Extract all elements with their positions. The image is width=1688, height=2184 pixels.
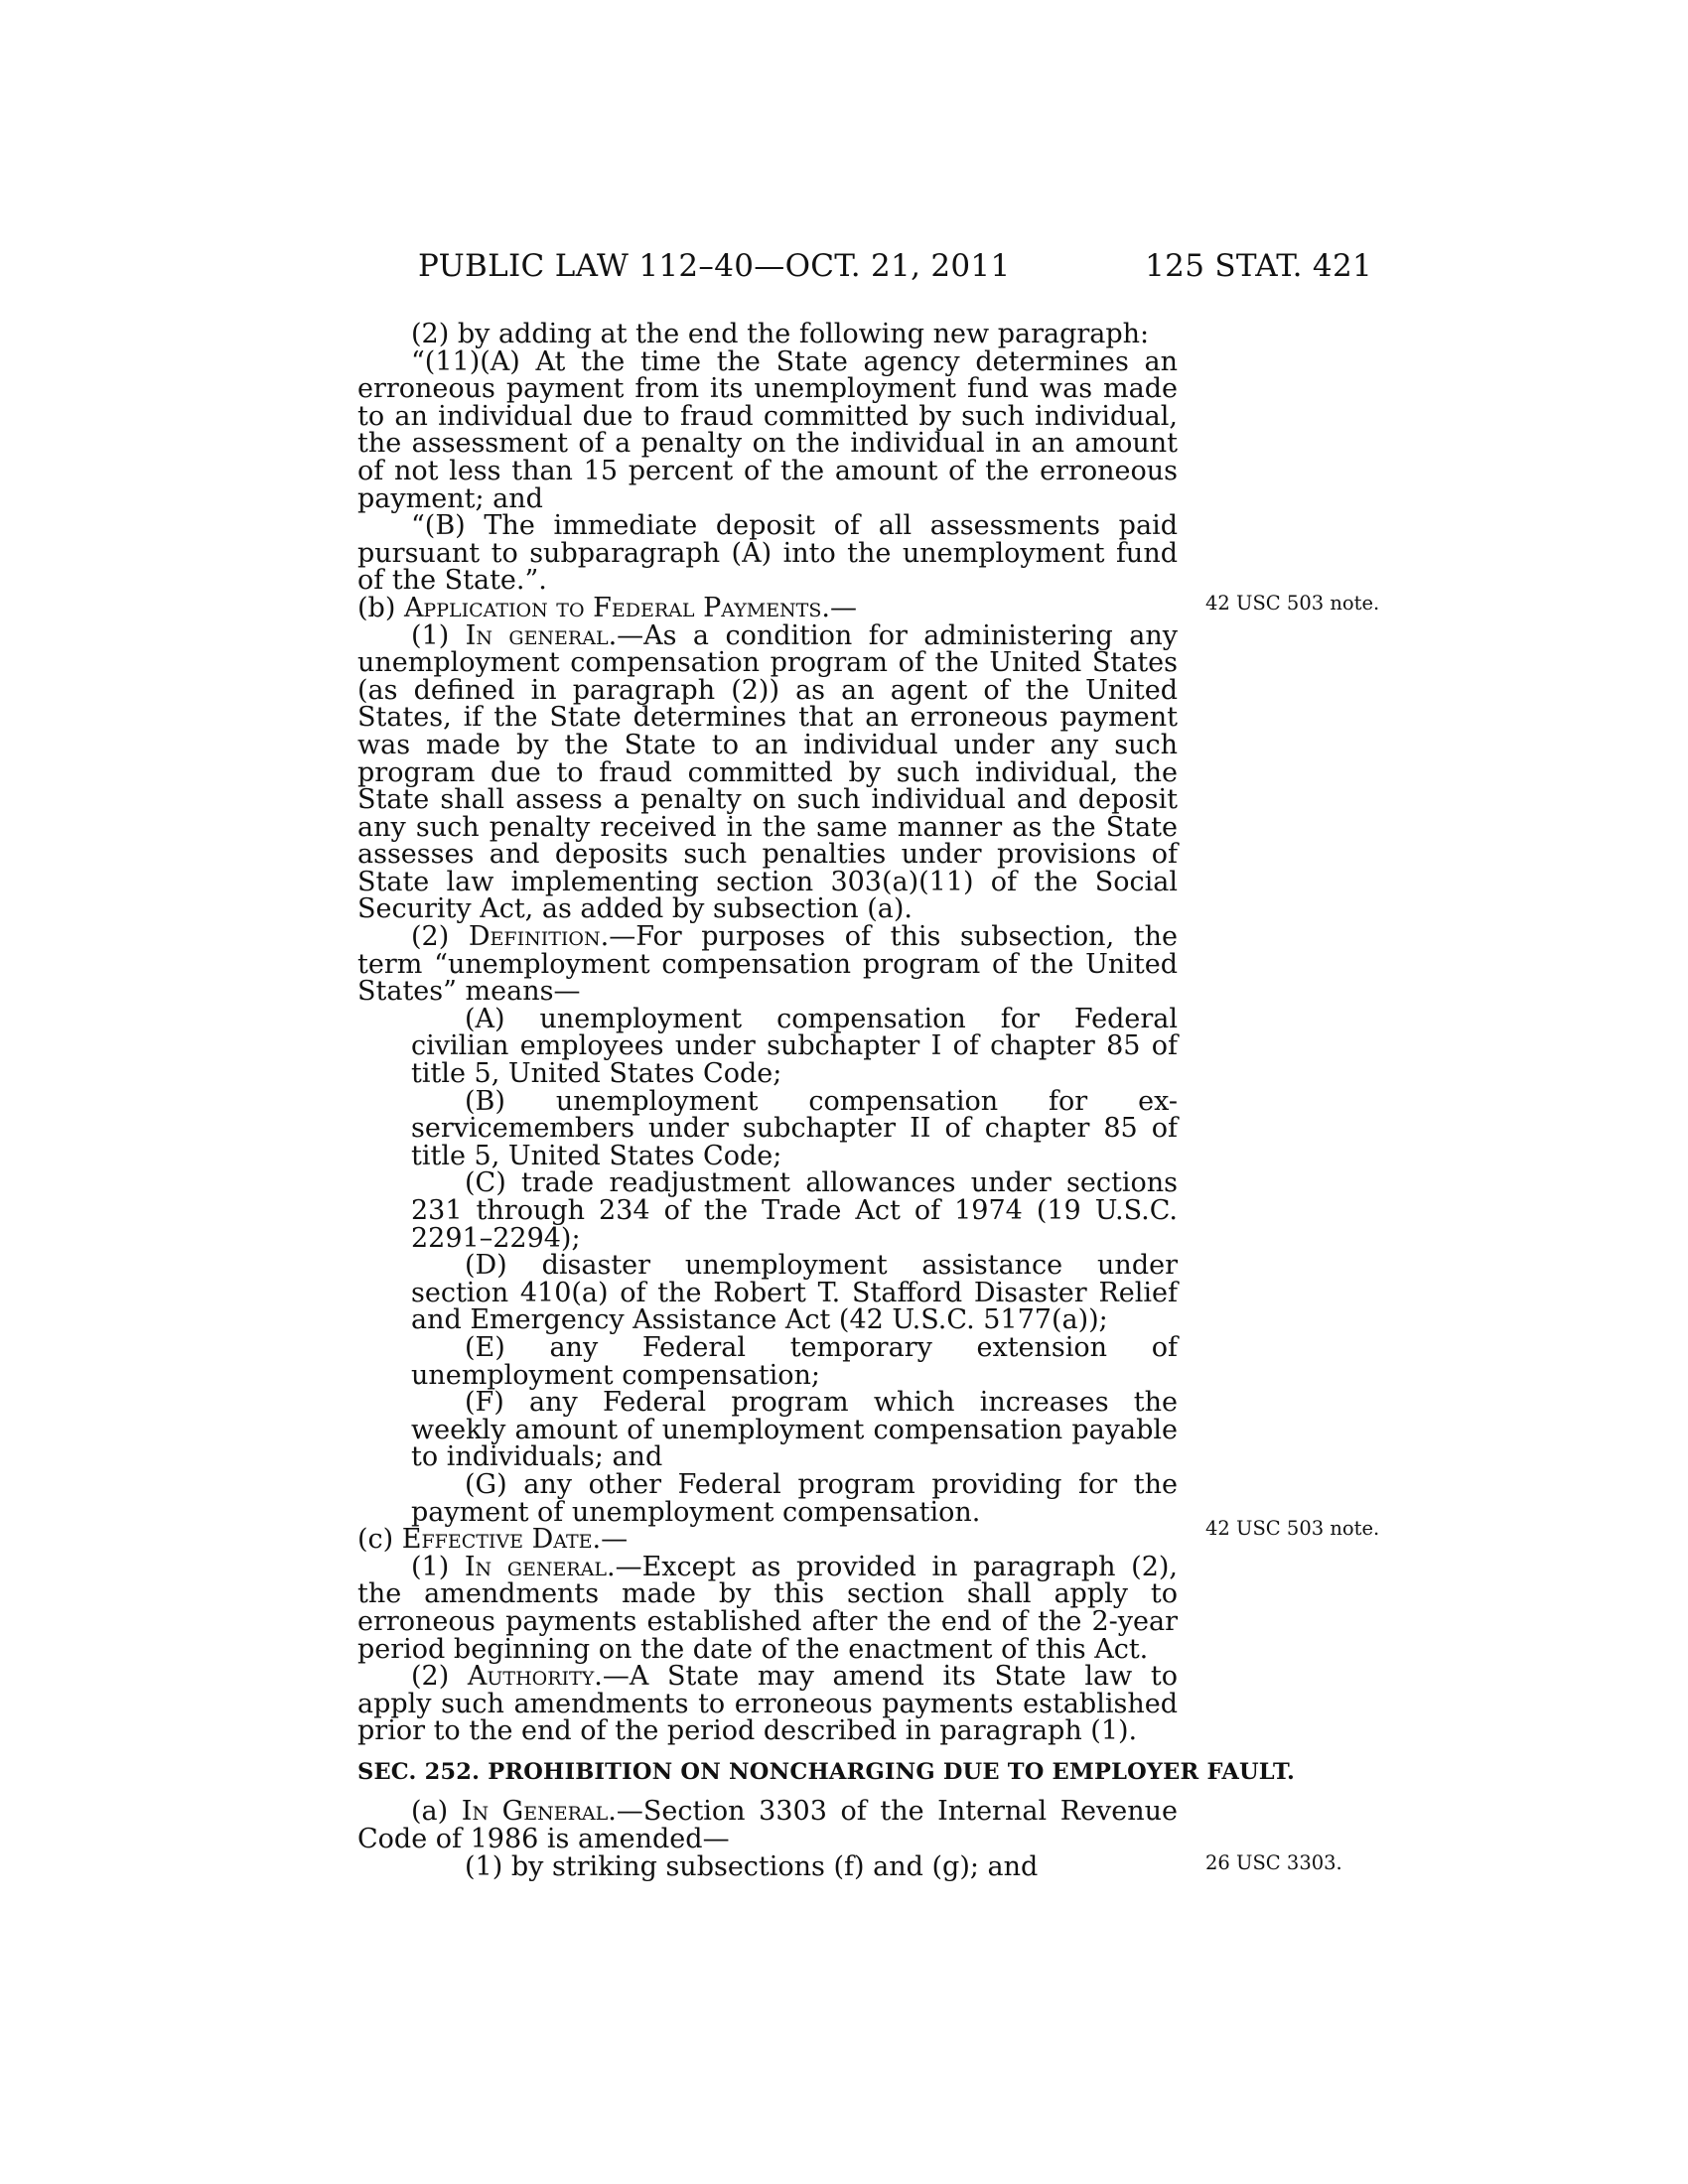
margin-note-subsection-b: 42 USC 503 note. — [1205, 592, 1380, 614]
section-252-heading: SEC. 252. PROHIBITION ON NONCHARGING DUE TO EMPLOYER FAULT. — [357, 1758, 1296, 1785]
clause-b-2-C: (C) trade readjustment allowances under sections 231 through 234 of the Trade Act of 1974 (19 U.S.C. 2291–2294); — [411, 1167, 1178, 1254]
subsection-c-heading: (c) Effective Date.— — [357, 1524, 629, 1556]
paragraph-11b: “(B) The immediate deposit of all assessments paid pursuant to subparagraph (A) into the unemployment fund of the State.”. — [357, 510, 1178, 597]
subsection-b-heading: (b) Application to Federal Payments.— — [357, 592, 857, 623]
clause-b-2-A: (A) unemployment compensation for Federal civilian employees under subchapter I of chapter 85 of title 5, United States Code; — [411, 1003, 1178, 1090]
clause-b-2-F: (F) any Federal program which increases the weekly amount of unemployment compensation payable to individuals; and — [411, 1387, 1178, 1473]
clause-b-2-B: (B) unemployment compensation for ex-servicemembers under subchapter II of chapter 85 of title 5, United States Code; — [411, 1085, 1178, 1171]
running-header-title: PUBLIC LAW 112–40—OCT. 21, 2011 — [418, 248, 1011, 284]
paragraph-11a: “(11)(A) At the time the State agency determines an erroneous payment from its unemployment fund was made to an individual due to fraud committed by such individual, the assessment of a penalty on the individual in an amount of not less than 15 percent of the amount of the erroneous payment; and — [357, 345, 1178, 514]
clause-b-2-D: (D) disaster unemployment assistance under section 410(a) of the Robert T. Stafford Disaster Relief and Emergency Assistance Act (42 U.S.C. 5177(a)); — [411, 1250, 1178, 1336]
clause-b-2-G: (G) any other Federal program providing for the payment of unemployment compensation. — [411, 1468, 1178, 1528]
subsection-b-2: (2) Definition.—For purposes of this subsection, the term “unemployment compensation program of the United States” means— — [357, 921, 1178, 1008]
clause-b-2-E: (E) any Federal temporary extension of unemployment compensation; — [411, 1331, 1178, 1391]
margin-note-subsection-c: 42 USC 503 note. — [1205, 1517, 1380, 1540]
section-252-a-1: (1) by striking subsections (f) and (g); and — [465, 1850, 1039, 1882]
subsection-b-1: (1) In general.—As a condition for administering any unemployment compensation program of the United States (as defined in paragraph (2)) as an agent of the United States, if the State determines that an erroneous payment was made by the State to an individual under any such program due to fraud committed by such individual, the State shall assess a penalty on such individual and deposit any such penalty received in the same manner as the State assesses and deposits such penalties under provisions of State law implementing section 303(a)(11) of the Social Security Act, as added by subsection (a). — [357, 619, 1178, 925]
subsection-c-1: (1) In general.—Except as provided in paragraph (2), the amendments made by this section shall apply to erroneous payments established after the end of the 2-year period beginning on the date of the enactment of this Act. — [357, 1551, 1178, 1665]
section-252-a: (a) In General.—Section 3303 of the Internal Revenue Code of 1986 is amended— — [357, 1796, 1178, 1855]
subsection-c-2: (2) Authority.—A State may amend its State law to apply such amendments to erroneous payments established prior to the end of the period described in paragraph (1). — [357, 1661, 1178, 1747]
running-header-stat-page: 125 STAT. 421 — [1145, 248, 1372, 284]
margin-note-sec-252: 26 USC 3303. — [1205, 1851, 1342, 1874]
paragraph-2-adding: (2) by adding at the end the following new paragraph: — [411, 319, 1150, 349]
